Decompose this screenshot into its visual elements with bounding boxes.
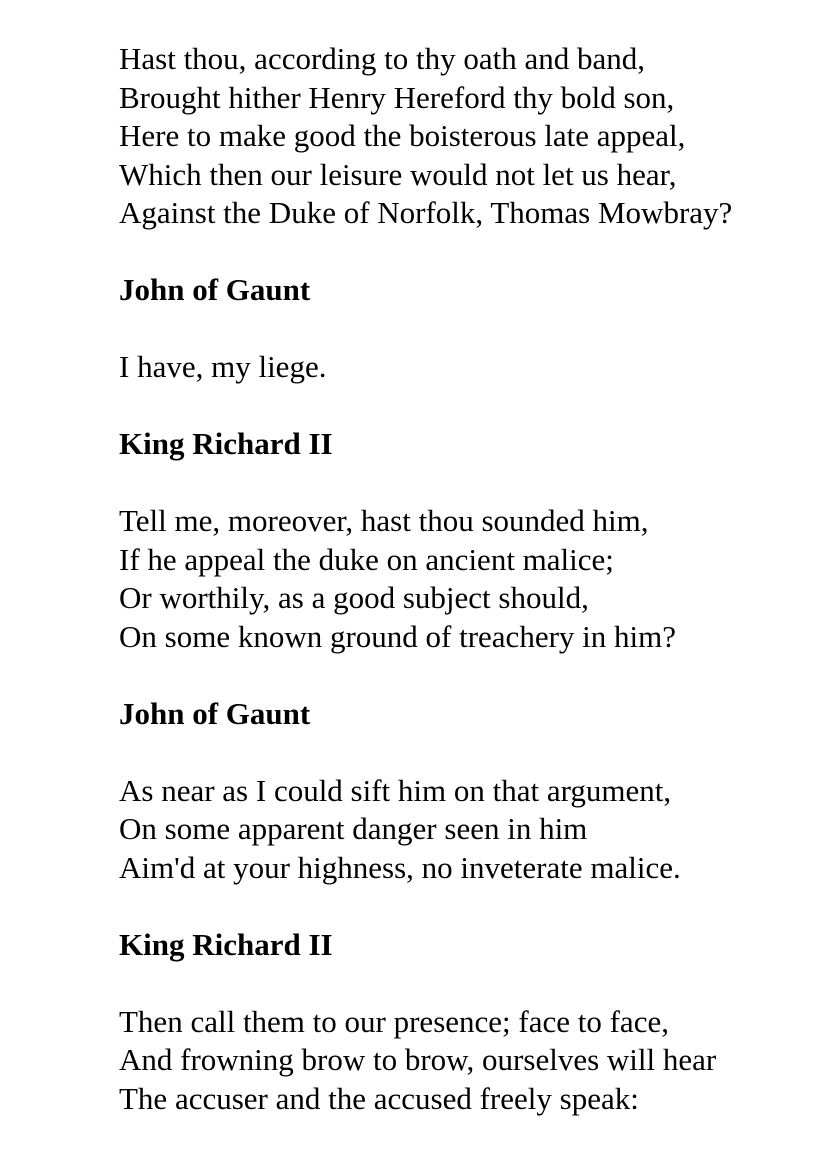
verse-line: On some apparent danger seen in him	[119, 811, 588, 846]
speech-block	[119, 1003, 809, 1119]
verse-line: If he appeal the duke on ancient malice;	[119, 541, 614, 577]
speech-block	[119, 502, 809, 656]
speech-block	[119, 40, 809, 233]
spacer	[119, 310, 809, 349]
speaker-name: King Richard II	[119, 426, 333, 461]
speech-block	[119, 772, 809, 888]
verse-line: The accuser and the accused freely speak:	[119, 1080, 639, 1116]
verse-line: Here to make good the boisterous late appeal,	[119, 118, 686, 153]
verse-line: Aim'd at your highness, no inveterate malice.	[119, 849, 681, 885]
spacer	[119, 887, 809, 926]
spacer	[119, 733, 809, 772]
speaker-name: King Richard II	[119, 926, 333, 962]
speech-block	[119, 348, 809, 387]
verse-line: And frowning brow to brow, ourselves will hear	[119, 1042, 717, 1077]
verse-line: Or worthily, as a good subject should,	[119, 580, 589, 615]
verse-line: Then call them to our presence; face to face,	[119, 1003, 669, 1039]
verse-line: Against the Duke of Norfolk, Thomas Mowbray?	[119, 195, 733, 230]
spacer	[119, 964, 809, 1003]
spacer	[119, 656, 809, 695]
verse-line: As near as I could sift him on that argument,	[119, 772, 672, 808]
verse-line: Which then our leisure would not let us hear,	[119, 156, 677, 192]
speaker-name: John of Gaunt	[119, 695, 311, 731]
document-page	[119, 40, 809, 1118]
spacer	[119, 233, 809, 272]
verse-line: I have, my liege.	[119, 349, 327, 384]
verse-line: On some known ground of treachery in him?	[119, 618, 677, 654]
spacer	[119, 387, 809, 426]
spacer	[119, 464, 809, 503]
speaker-name: John of Gaunt	[119, 272, 311, 307]
verse-line: Tell me, moreover, hast thou sounded him,	[119, 503, 649, 538]
verse-line: Hast thou, according to thy oath and band,	[119, 41, 646, 76]
verse-line: Brought hither Henry Hereford thy bold son,	[119, 79, 675, 115]
